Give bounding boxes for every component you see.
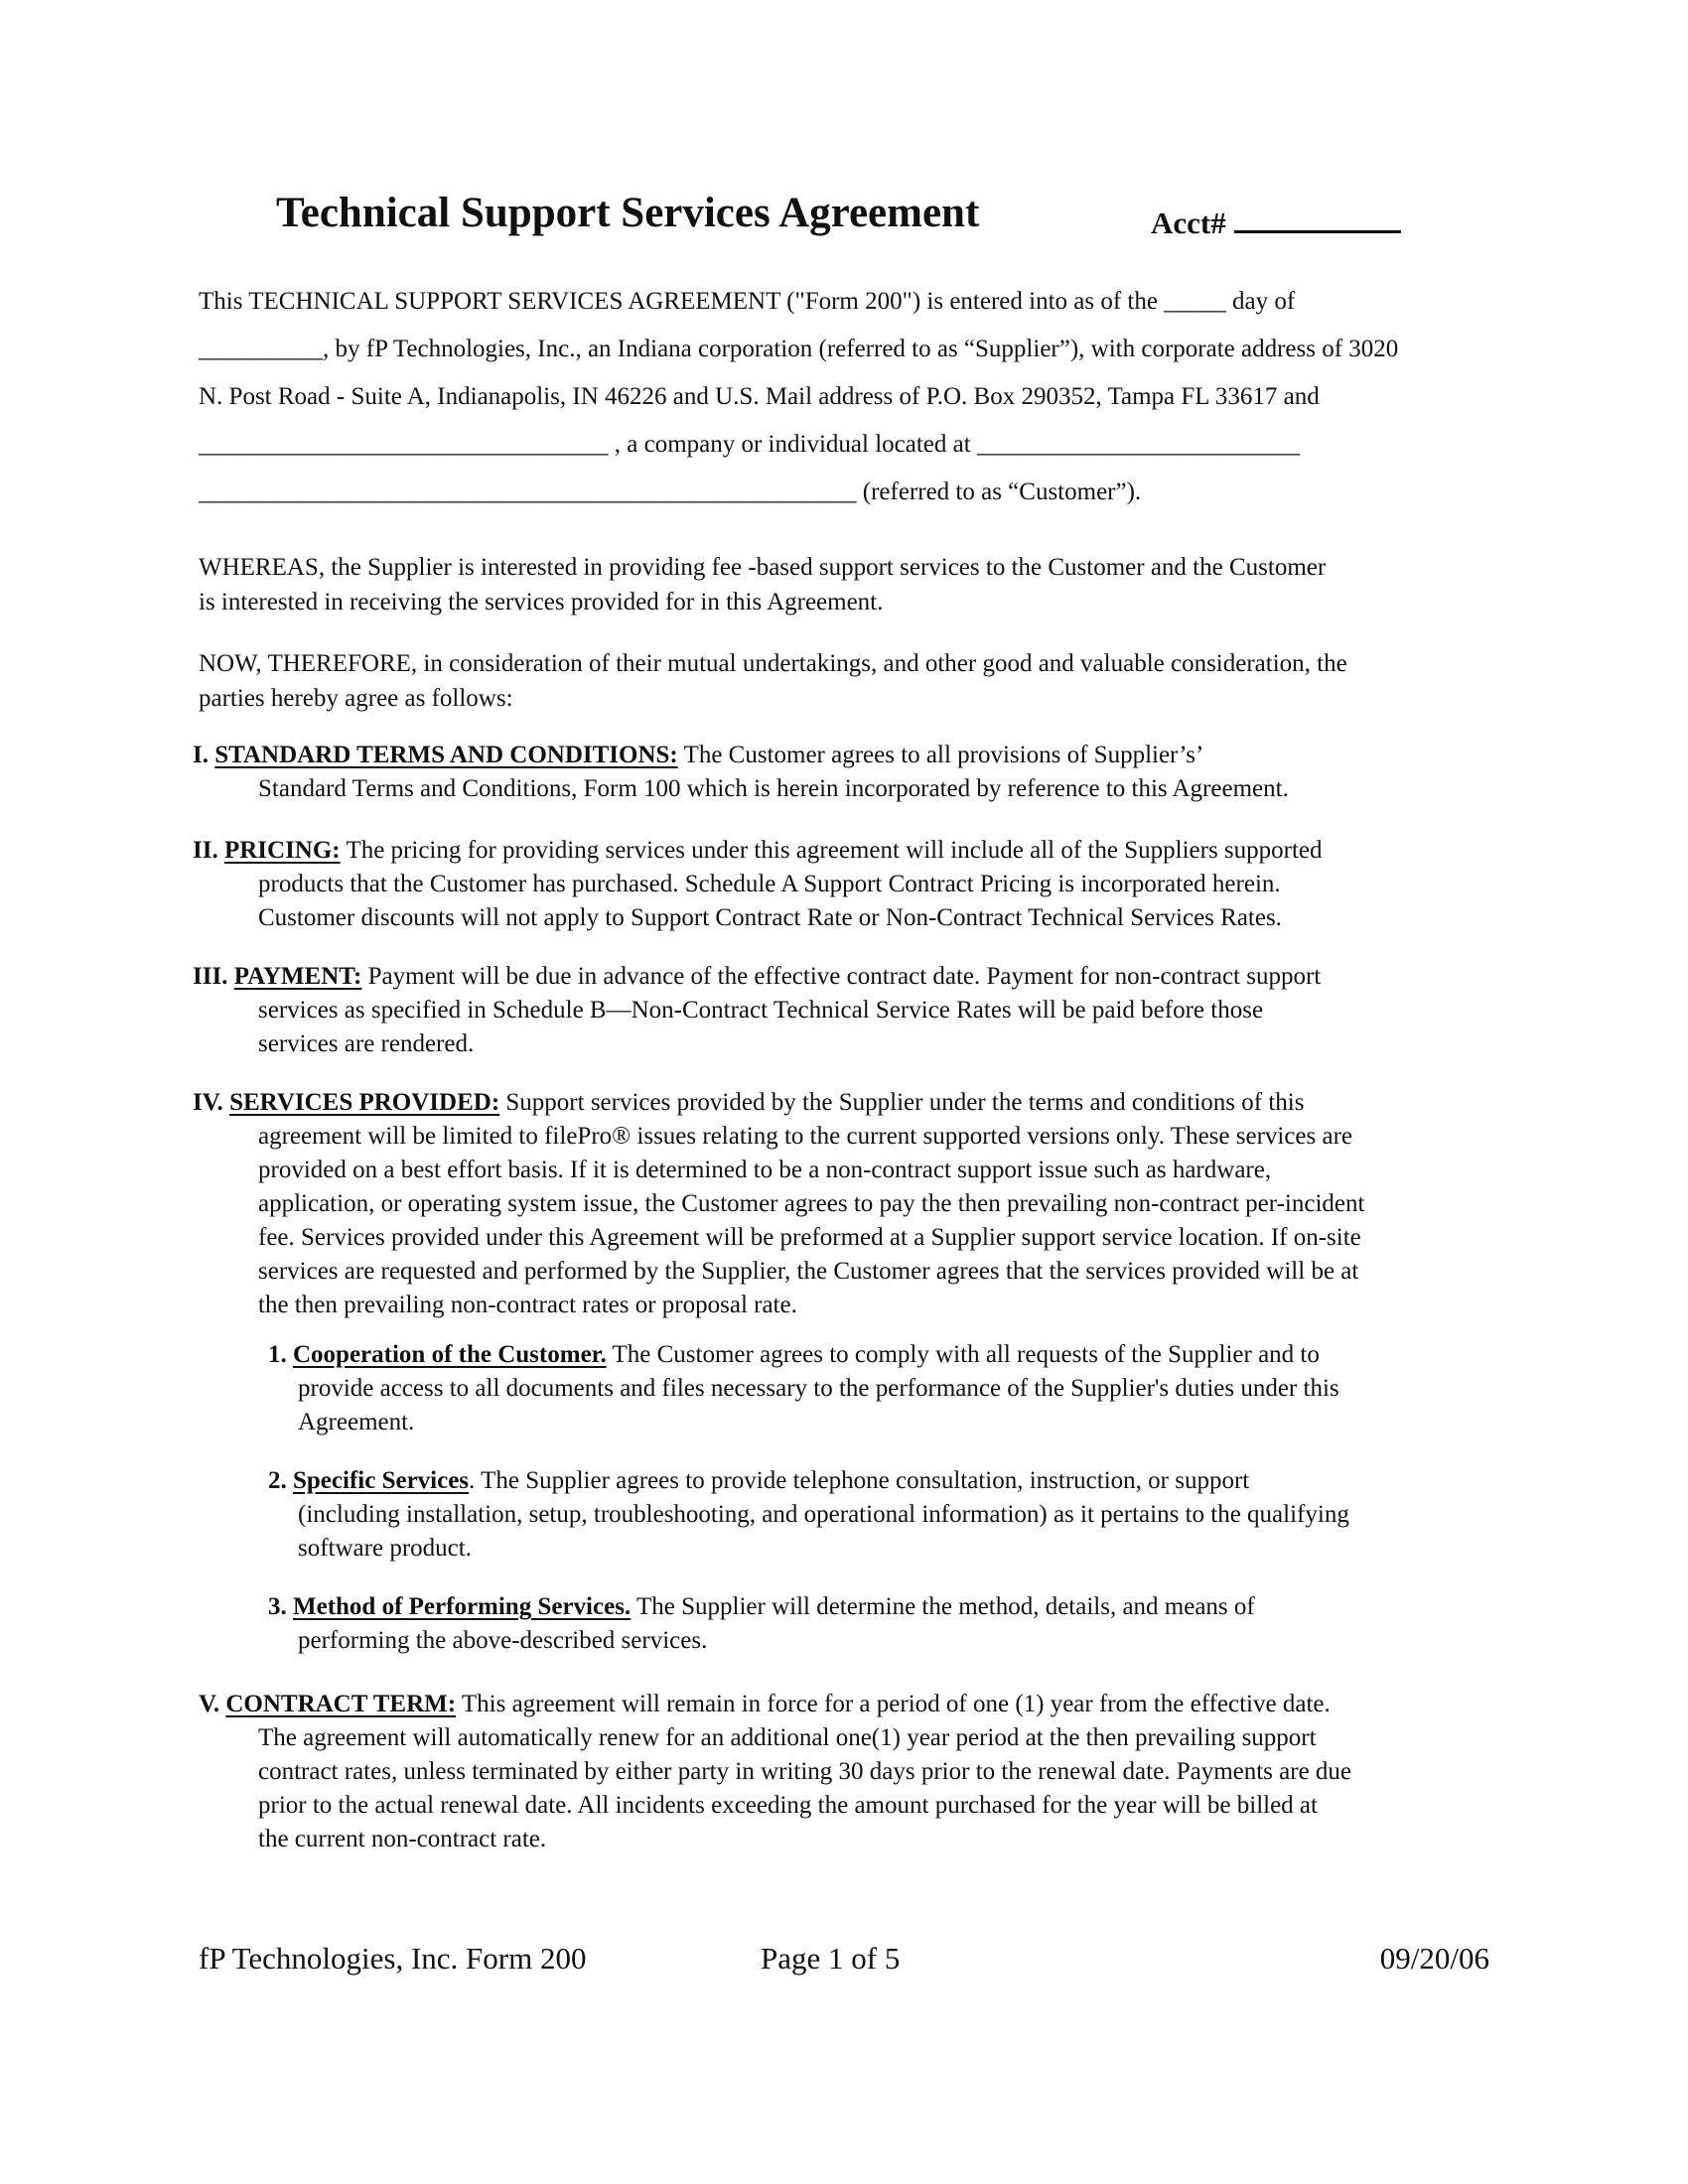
subsection-heading: Specific Services (293, 1467, 470, 1494)
subsection-method (268, 1590, 1509, 1658)
intro-line: _________________________________ , a company or individual located at __________________________ (199, 431, 1300, 458)
subsection-number: 1. (268, 1341, 287, 1368)
whereas-line: is interested in receiving the services provided for in this Agreement. (199, 589, 884, 615)
intro-line: __________, by fP Technologies, Inc., an Indiana corporation (referred to as “Supplier”), with corporate address of 3020 (199, 336, 1399, 362)
section-text: This agreement will remain in force for a period of one (1) year from the effective date. (456, 1691, 1331, 1717)
document-title: Technical Support Services Agreement (276, 190, 980, 236)
section-text: services are rendered. (258, 1030, 475, 1057)
subsection-text: software product. (298, 1535, 472, 1562)
subsection-text: The Supplier will determine the method, details, and means of (631, 1593, 1255, 1620)
section-standard-terms (193, 739, 1503, 806)
section-text: services as specified in Schedule B—Non-Contract Technical Service Rates will be paid before those (258, 997, 1264, 1024)
section-heading: STANDARD TERMS AND CONDITIONS: (214, 742, 678, 768)
section-text: The Customer agrees to all provisions of Supplier’s’ (677, 742, 1204, 768)
section-text: the current non-contract rate. (258, 1826, 547, 1852)
section-payment (193, 960, 1503, 1061)
section-text: Customer discounts will not apply to Support Contract Rate or Non-Contract Technical Services Rates. (258, 904, 1282, 931)
subsection-heading: Method of Performing Services. (293, 1593, 632, 1620)
section-text: provided on a best effort basis. If it is determined to be a non-contract support issue such as hardware, (258, 1157, 1272, 1183)
section-heading: PAYMENT: (233, 963, 362, 990)
subsection-number: 2. (268, 1467, 287, 1494)
section-text: contract rates, unless terminated by either party in writing 30 days prior to the renewal date. Payments are due (258, 1758, 1352, 1785)
section-text: products that the Customer has purchased. Schedule A Support Contract Pricing is incorporated herein. (258, 871, 1281, 897)
section-text: fee. Services provided under this Agreement will be preformed at a Supplier support service location. If on-site (258, 1224, 1361, 1251)
subsection-text: . The Supplier agrees to provide telephone consultation, instruction, or support (469, 1467, 1250, 1494)
section-text: agreement will be limited to filePro® issues relating to the current supported versions only. These services are (258, 1123, 1353, 1150)
section-number: III. (193, 963, 228, 990)
section-heading: SERVICES PROVIDED: (229, 1089, 500, 1116)
section-text: application, or operating system issue, the Customer agrees to pay the then prevailing non-contract per-incident (258, 1190, 1365, 1217)
therefore-paragraph (199, 646, 1489, 716)
section-number: IV. (193, 1089, 223, 1116)
therefore-line: NOW, THEREFORE, in consideration of their mutual undertakings, and other good and valuable consideration, the (199, 650, 1347, 677)
section-text: The agreement will automatically renew for an additional one(1) year period at the then prevailing support (258, 1724, 1317, 1751)
section-contract-term (199, 1688, 1509, 1856)
section-text: the then prevailing non-contract rates or proposal rate. (258, 1292, 797, 1318)
whereas-paragraph (199, 550, 1489, 619)
section-text: Standard Terms and Conditions, Form 100 which is herein incorporated by reference to this Agreement. (258, 775, 1289, 802)
section-number: V. (199, 1691, 220, 1717)
subsection-heading: Cooperation of the Customer. (293, 1341, 607, 1368)
account-number-blank (1234, 201, 1401, 233)
intro-line: This TECHNICAL SUPPORT SERVICES AGREEMENT ("Form 200") is entered into as of the _____ day of (199, 288, 1296, 315)
section-heading: CONTRACT TERM: (225, 1691, 457, 1717)
section-text: prior to the actual renewal date. All incidents exceeding the amount purchased for the year will be billed at (258, 1792, 1318, 1819)
subsection-number: 3. (268, 1593, 287, 1620)
page-footer (199, 1941, 1489, 1980)
section-number: II. (193, 837, 218, 864)
subsection-specific-services (268, 1464, 1509, 1566)
subsection-cooperation (268, 1338, 1509, 1439)
intro-paragraph (199, 278, 1489, 516)
footer-company: fP Technologies, Inc. Form 200 (199, 1941, 587, 1976)
footer-page-number: Page 1 of 5 (761, 1941, 901, 1976)
intro-line: _____________________________________________________ (referred to as “Customer”). (199, 478, 1142, 505)
section-number: I. (193, 742, 209, 768)
subsection-text: performing the above-described services. (298, 1627, 708, 1654)
account-number-label: Acct# (1151, 205, 1226, 240)
section-services-provided (193, 1086, 1503, 1322)
subsection-text: Agreement. (298, 1409, 415, 1435)
title-row (276, 189, 1468, 248)
subsection-text: The Customer agrees to comply with all requests of the Supplier and to (606, 1341, 1320, 1368)
therefore-line: parties hereby agree as follows: (199, 685, 513, 712)
footer-date: 09/20/06 (1379, 1941, 1489, 1976)
section-text: Payment will be due in advance of the effective contract date. Payment for non-contract support (361, 963, 1322, 990)
section-text: The pricing for providing services under this agreement will include all of the Suppliers supported (340, 837, 1323, 864)
subsection-text: (including installation, setup, troubleshooting, and operational information) as it pertains to the qualifying (298, 1501, 1349, 1528)
section-text: services are requested and performed by the Supplier, the Customer agrees that the services provided will be at (258, 1258, 1359, 1285)
account-number-field (1151, 201, 1401, 241)
intro-line: N. Post Road - Suite A, Indianapolis, IN 46226 and U.S. Mail address of P.O. Box 290352, Tampa FL 33617 and (199, 383, 1320, 410)
section-heading: PRICING: (223, 837, 341, 864)
subsection-text: provide access to all documents and files necessary to the performance of the Supplier's duties under this (298, 1375, 1339, 1402)
section-pricing (193, 834, 1503, 935)
whereas-line: WHEREAS, the Supplier is interested in providing fee -based support services to the Customer and the Customer (199, 554, 1327, 581)
section-text: Support services provided by the Supplier under the terms and conditions of this (499, 1089, 1305, 1116)
